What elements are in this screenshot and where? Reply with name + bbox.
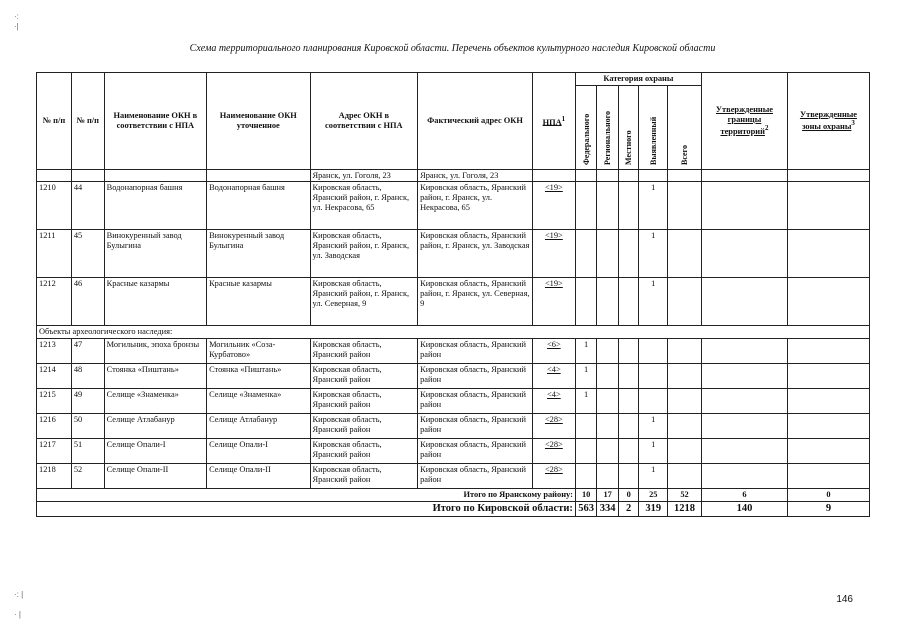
cell-name-refined: Стоянка «Пиштань»	[207, 363, 310, 388]
cell-federal	[575, 413, 597, 438]
cell-npa: <4>	[532, 388, 575, 413]
col-header-name-refined: Наименование ОКН уточненное	[207, 73, 310, 170]
col-header-approved-zones	[787, 73, 869, 170]
regional-label: Регионального	[603, 110, 613, 165]
cell-name-npa: Селище Опали-II	[104, 463, 206, 488]
total-fed: 10	[575, 488, 597, 501]
col-header-federal	[575, 86, 597, 170]
cell-total	[668, 463, 702, 488]
total-district-row	[37, 488, 870, 501]
cell-total	[668, 278, 702, 326]
cell-name-refined: Селище Опали-I	[207, 438, 310, 463]
cell-num2: 46	[71, 278, 104, 326]
table-row	[37, 338, 870, 363]
continuation-row	[37, 169, 870, 182]
page-title: Схема территориального планирования Кировской области. Перечень объектов культурного наследия Кировской области	[189, 43, 716, 54]
npa-label: НПА	[542, 117, 562, 127]
cell-name-npa: Стоянка «Пиштань»	[104, 363, 206, 388]
section-archaeology-heading: Объекты археологического наследия:	[37, 326, 870, 339]
cell-name-npa: Селище «Знаменка»	[104, 388, 206, 413]
scan-mark: · |	[14, 610, 21, 619]
col-header-npa	[532, 73, 575, 170]
cell-local	[618, 388, 638, 413]
approved-zones-footnote: 3	[851, 119, 855, 128]
cell-local	[618, 182, 638, 230]
cell-total	[668, 388, 702, 413]
cell-num2: 49	[71, 388, 104, 413]
cell-total	[668, 438, 702, 463]
cell-local	[618, 278, 638, 326]
cell-addr-fact: Кировская область, Яранский район	[418, 463, 533, 488]
cell-regional	[597, 463, 619, 488]
cell-approved-territories	[701, 438, 787, 463]
total-terr: 6	[701, 488, 787, 501]
cell-npa: <19>	[532, 278, 575, 326]
cell-identified	[639, 363, 668, 388]
cell-federal: 1	[575, 338, 597, 363]
total-zones: 9	[787, 501, 869, 516]
total-zones: 0	[787, 488, 869, 501]
total-label: Итого по Яранскому району:	[37, 488, 576, 501]
table-row	[37, 388, 870, 413]
cell-federal	[575, 230, 597, 278]
cell-identified: 1	[639, 230, 668, 278]
cell-regional	[597, 363, 619, 388]
cell-addr-fact: Кировская область, Яранский район	[418, 438, 533, 463]
cell-approved-zones	[787, 182, 869, 230]
total-label: Итого по Кировской области:	[37, 501, 576, 516]
cell-local	[618, 438, 638, 463]
cell-approved-zones	[787, 230, 869, 278]
cell-npa: <19>	[532, 230, 575, 278]
npa-footnote: 1	[561, 114, 566, 123]
identified-label: Выявленный	[648, 116, 658, 165]
cell-name-refined: Винокуренный завод Булыгина	[207, 230, 310, 278]
cell-name-refined: Селище Опали-II	[207, 463, 310, 488]
total-region-row	[37, 501, 870, 516]
col-header-addr-fact: Фактический адрес ОКН	[418, 73, 533, 170]
cell-name-refined: Могильник «Соза-Курбатово»	[207, 338, 310, 363]
cell-num1: 1218	[37, 463, 72, 488]
cell-total	[668, 413, 702, 438]
cell-federal	[575, 438, 597, 463]
total-label: Всего	[679, 145, 689, 165]
approved-territories-label: Утвержденные границы территорий	[715, 104, 773, 137]
cell-num1: 1215	[37, 388, 72, 413]
cell-addr: Яранск, ул. Гоголя, 23	[310, 169, 418, 182]
cell-local	[618, 463, 638, 488]
cell-approved-territories	[701, 363, 787, 388]
cell-npa: <28>	[532, 463, 575, 488]
cell-identified: 1	[639, 182, 668, 230]
cell-num2: 45	[71, 230, 104, 278]
total-loc: 0	[618, 488, 638, 501]
col-header-total	[668, 86, 702, 170]
cell-addr-npa: Кировская область, Яранский район, г. Яранск, ул. Северная, 9	[310, 278, 418, 326]
cell-name-refined: Водонапорная башня	[207, 182, 310, 230]
cell-addr-npa: Кировская область, Яранский район	[310, 363, 418, 388]
cell-approved-zones	[787, 413, 869, 438]
approved-zones-label: Утвержденные зоны охраны	[799, 109, 858, 132]
table-row	[37, 363, 870, 388]
cell-local	[618, 230, 638, 278]
cell-addr-fact: Кировская область, Яранский район	[418, 413, 533, 438]
local-label: Местного	[624, 130, 634, 165]
cell-identified	[639, 388, 668, 413]
section-row	[37, 326, 870, 339]
cell-num2: 47	[71, 338, 104, 363]
col-header-num2: № п/п	[71, 73, 104, 170]
federal-label: Федерального	[581, 113, 591, 165]
col-header-addr-npa: Адрес ОКН в соответствии с НПА	[310, 73, 418, 170]
heritage-table	[36, 72, 870, 517]
total-loc: 2	[618, 501, 638, 516]
cell-approved-territories	[701, 463, 787, 488]
col-header-name-npa: Наименование ОКН в соответствии с НПА	[104, 73, 206, 170]
cell-addr-fact: Кировская область, Яранский район	[418, 363, 533, 388]
cell-regional	[597, 182, 619, 230]
cell-name-refined: Селище Атлабанур	[207, 413, 310, 438]
cell-regional	[597, 278, 619, 326]
cell-name-npa: Водонапорная башня	[104, 182, 206, 230]
cell-identified	[639, 338, 668, 363]
cell-fact: Яранск, ул. Гоголя, 23	[418, 169, 533, 182]
scan-mark: ·|	[14, 22, 19, 31]
cell-regional	[597, 438, 619, 463]
cell-approved-territories	[701, 182, 787, 230]
cell-local	[618, 413, 638, 438]
cell-addr-fact: Кировская область, Яранский район, г. Яранск, ул. Некрасова, 65	[418, 182, 533, 230]
total-total: 52	[668, 488, 702, 501]
cell-approved-zones	[787, 363, 869, 388]
cell-name-refined: Селище «Знаменка»	[207, 388, 310, 413]
cell-approved-zones	[787, 438, 869, 463]
cell-federal	[575, 182, 597, 230]
cell-npa: <28>	[532, 438, 575, 463]
page-number: 146	[836, 594, 853, 605]
cell-npa: <28>	[532, 413, 575, 438]
cell-name-npa: Селище Атлабанур	[104, 413, 206, 438]
cell-name-npa: Винокуренный завод Булыгина	[104, 230, 206, 278]
cell-total	[668, 338, 702, 363]
cell-num1: 1214	[37, 363, 72, 388]
cell-addr-npa: Кировская область, Яранский район	[310, 413, 418, 438]
cell-approved-zones	[787, 463, 869, 488]
total-total: 1218	[668, 501, 702, 516]
cell-approved-territories	[701, 413, 787, 438]
table-row	[37, 413, 870, 438]
cell-total	[668, 363, 702, 388]
col-header-regional	[597, 86, 619, 170]
cell-num1: 1211	[37, 230, 72, 278]
cell-approved-territories	[701, 278, 787, 326]
cell-npa: <6>	[532, 338, 575, 363]
cell-approved-zones	[787, 278, 869, 326]
cell-name-refined: Красные казармы	[207, 278, 310, 326]
table-row	[37, 182, 870, 230]
cell-identified: 1	[639, 413, 668, 438]
table-row	[37, 278, 870, 326]
cell-num1: 1216	[37, 413, 72, 438]
cell-addr-fact: Кировская область, Яранский район, г. Яранск, ул. Северная, 9	[418, 278, 533, 326]
total-terr: 140	[701, 501, 787, 516]
cell-name-npa: Селище Опали-I	[104, 438, 206, 463]
total-ident: 319	[639, 501, 668, 516]
cell-federal	[575, 278, 597, 326]
cell-addr-fact: Кировская область, Яранский район	[418, 338, 533, 363]
cell-approved-territories	[701, 388, 787, 413]
cell-federal	[575, 463, 597, 488]
total-reg: 334	[597, 501, 619, 516]
cell-identified: 1	[639, 438, 668, 463]
cell-npa: <19>	[532, 182, 575, 230]
cell-identified: 1	[639, 278, 668, 326]
scan-mark: ·: |	[14, 590, 24, 599]
cell-addr-npa: Кировская область, Яранский район	[310, 438, 418, 463]
table-row	[37, 463, 870, 488]
cell-regional	[597, 413, 619, 438]
total-ident: 25	[639, 488, 668, 501]
cell-regional	[597, 230, 619, 278]
col-header-category: Категория охраны	[575, 73, 701, 86]
cell-num2: 52	[71, 463, 104, 488]
col-header-num1: № п/п	[37, 73, 72, 170]
cell-approved-zones	[787, 338, 869, 363]
cell-addr-npa: Кировская область, Яранский район	[310, 388, 418, 413]
cell-approved-territories	[701, 230, 787, 278]
table-row	[37, 230, 870, 278]
col-header-approved-territories	[701, 73, 787, 170]
cell-approved-territories	[701, 338, 787, 363]
cell-addr-npa: Кировская область, Яранский район, г. Яранск, ул. Заводская	[310, 230, 418, 278]
cell-num1: 1210	[37, 182, 72, 230]
cell-npa: <4>	[532, 363, 575, 388]
cell-identified: 1	[639, 463, 668, 488]
table-row	[37, 438, 870, 463]
cell-federal: 1	[575, 388, 597, 413]
approved-territories-footnote: 2	[764, 124, 769, 133]
cell-addr-fact: Кировская область, Яранский район, г. Яранск, ул. Заводская	[418, 230, 533, 278]
total-reg: 17	[597, 488, 619, 501]
cell-approved-zones	[787, 388, 869, 413]
col-header-local	[618, 86, 638, 170]
cell-num1: 1217	[37, 438, 72, 463]
total-fed: 563	[575, 501, 597, 516]
scan-mark: ·:	[14, 12, 19, 21]
cell-num1: 1213	[37, 338, 72, 363]
cell-num2: 51	[71, 438, 104, 463]
cell-addr-npa: Кировская область, Яранский район	[310, 463, 418, 488]
cell-total	[668, 230, 702, 278]
cell-name-npa: Красные казармы	[104, 278, 206, 326]
cell-local	[618, 338, 638, 363]
cell-regional	[597, 338, 619, 363]
cell-total	[668, 182, 702, 230]
cell-num2: 50	[71, 413, 104, 438]
col-header-identified	[639, 86, 668, 170]
cell-num2: 48	[71, 363, 104, 388]
cell-addr-fact: Кировская область, Яранский район	[418, 388, 533, 413]
cell-num1: 1212	[37, 278, 72, 326]
cell-federal: 1	[575, 363, 597, 388]
cell-num2: 44	[71, 182, 104, 230]
cell-addr-npa: Кировская область, Яранский район, г. Яранск, ул. Некрасова, 65	[310, 182, 418, 230]
header-row-1	[37, 73, 870, 86]
table-body	[37, 169, 870, 516]
cell-name-npa: Могильник, эпоха бронзы	[104, 338, 206, 363]
cell-local	[618, 363, 638, 388]
cell-regional	[597, 388, 619, 413]
cell-addr-npa: Кировская область, Яранский район	[310, 338, 418, 363]
